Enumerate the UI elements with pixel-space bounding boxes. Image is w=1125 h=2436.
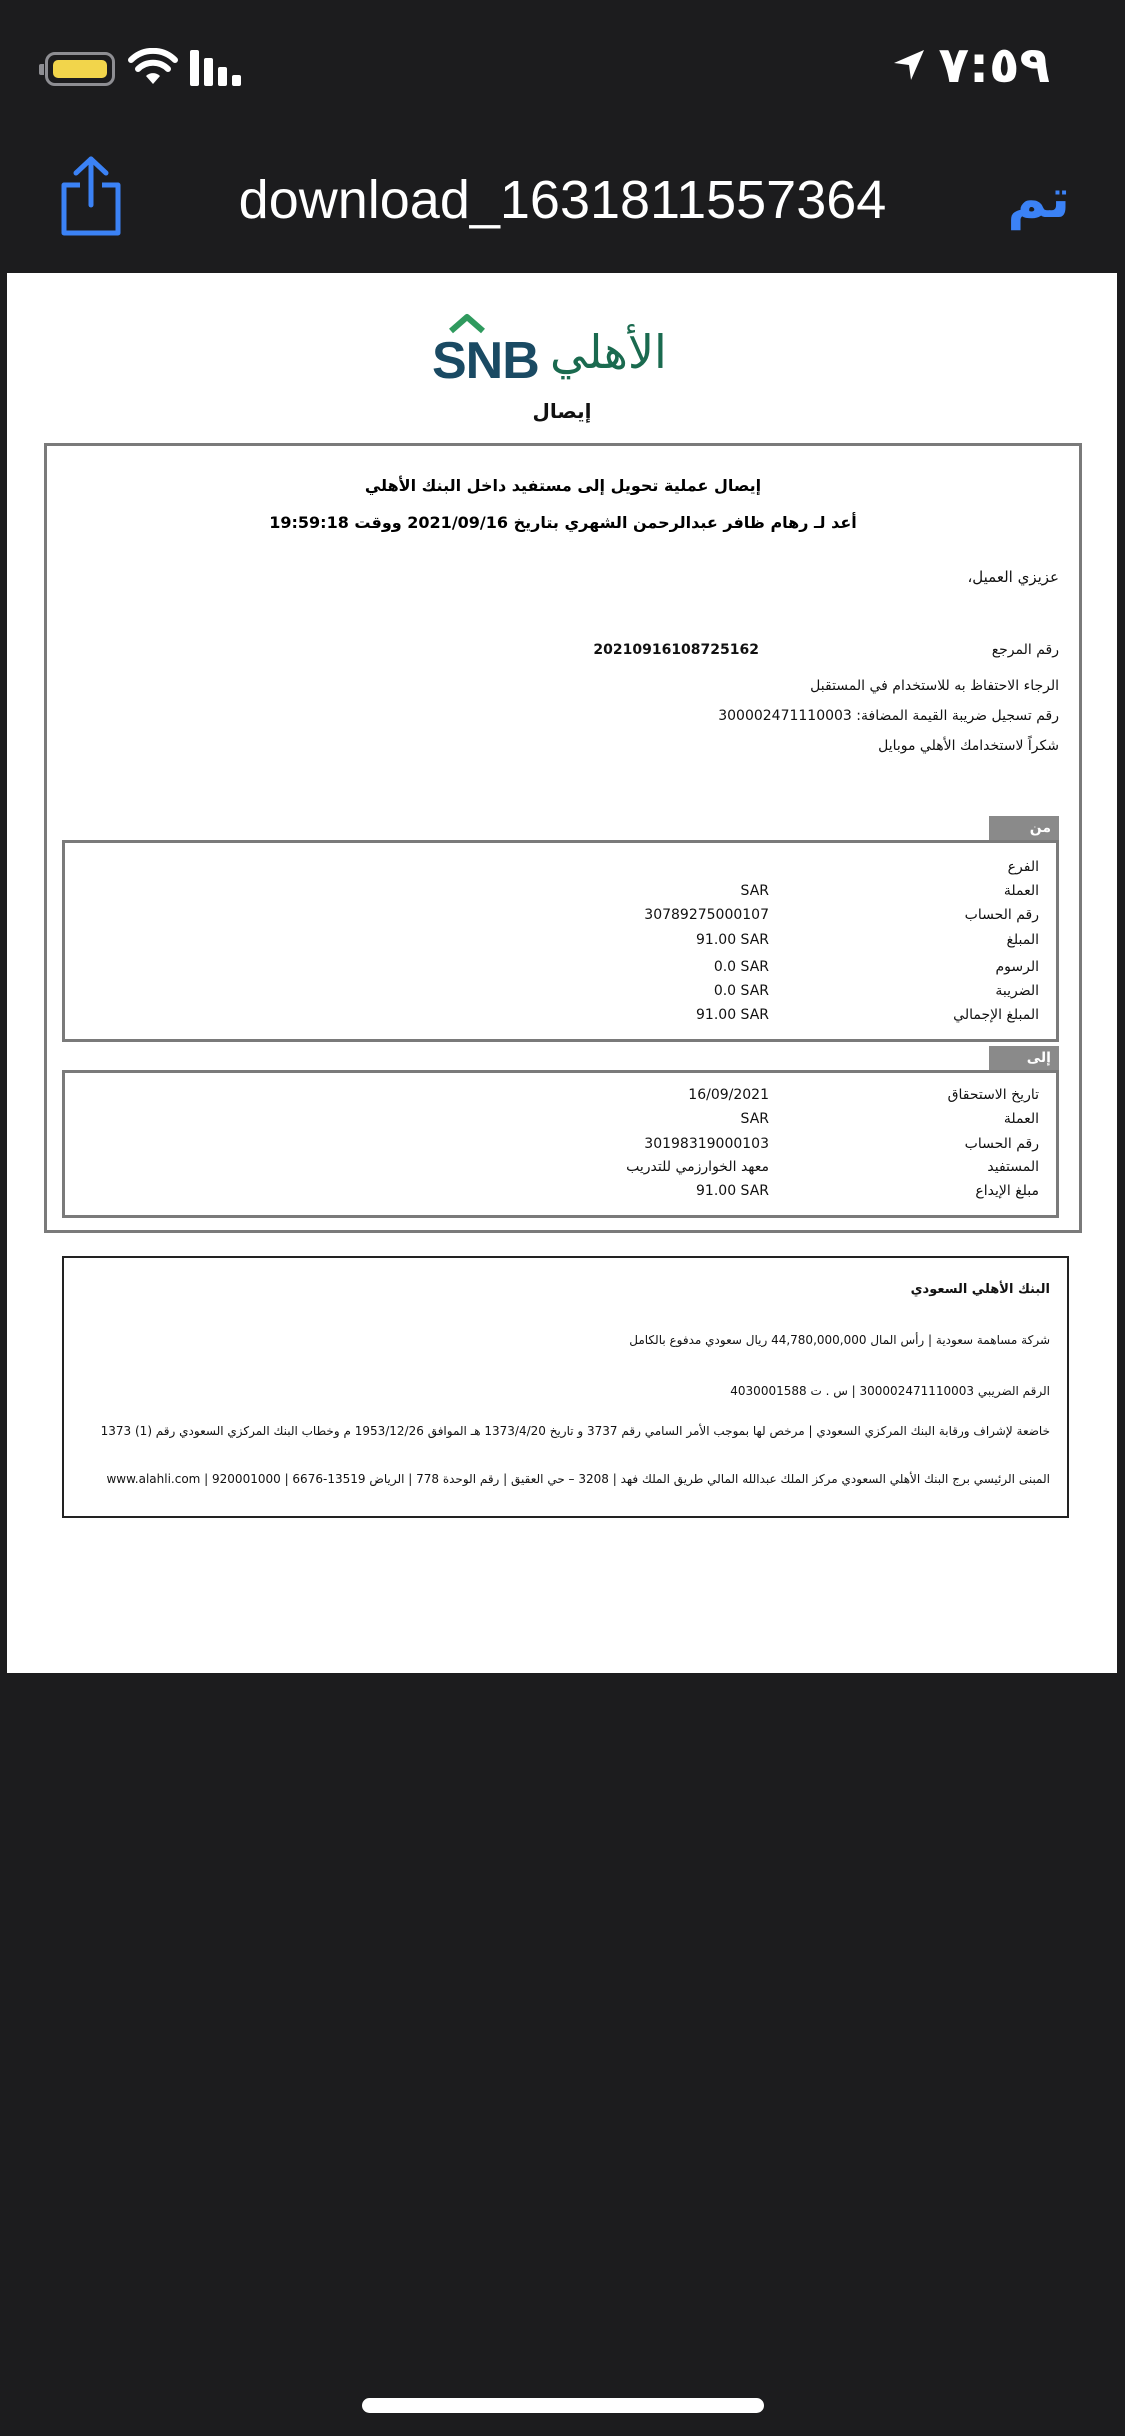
- from-row-label: الضريبة: [995, 983, 1039, 999]
- receipt-prepared-for: أعد لـ رهام ظافر عبدالرحمن الشهري بتاريخ 2021/09/16 ووقت 19:59:18: [269, 513, 857, 532]
- receipt-main-box: [44, 443, 1082, 1233]
- nav-title: download_1631811557364: [238, 170, 887, 230]
- to-row-label: رقم الحساب: [964, 1136, 1039, 1152]
- document-title: إيصال: [532, 399, 592, 423]
- thanks-note: شكراً لاستخدامك الأهلي موبايل: [878, 738, 1059, 754]
- from-box: [62, 840, 1059, 1042]
- wifi-icon: [128, 48, 178, 86]
- from-row-value: 0.0 SAR: [713, 983, 769, 999]
- to-row-value: معهد الخوارزمي للتدريب: [626, 1159, 769, 1175]
- from-row-label: العملة: [1003, 883, 1039, 899]
- clock: [892, 36, 1050, 94]
- keep-note: الرجاء الاحتفاظ به للاستخدام في المستقبل: [810, 678, 1059, 694]
- logo-latin: SNB: [432, 332, 539, 390]
- location-arrow-icon: [892, 48, 926, 82]
- to-row-value: 16/09/2021: [688, 1087, 769, 1103]
- from-row-label: المبلغ الإجمالي: [953, 1007, 1039, 1023]
- logo-arabic: الأهلي: [550, 325, 667, 379]
- bank-address: المبنى الرئيسي برج البنك الأهلي السعودي مركز الملك عبدالله المالي طريق الملك فهد | 3208 – حي العقيق | رقم الوحدة 778 | الرياض 13519-6676 | 920001000 | www.alahli.com: [106, 1472, 1050, 1486]
- from-row-value: 91.00 SAR: [696, 932, 769, 948]
- time-text: ٧:٥٩: [938, 36, 1050, 94]
- from-row-value: 91.00 SAR: [696, 1007, 769, 1023]
- to-row-value: SAR: [740, 1111, 769, 1127]
- battery-icon: [45, 52, 115, 86]
- to-row-value: 30198319000103: [644, 1136, 769, 1152]
- from-row-label: رقم الحساب: [964, 907, 1039, 923]
- to-row-label: العملة: [1003, 1111, 1039, 1127]
- to-tag: إلى: [989, 1046, 1059, 1070]
- to-box: [62, 1070, 1059, 1218]
- to-row-label: مبلغ الإيداع: [975, 1183, 1039, 1199]
- receipt-heading: إيصال عملية تحويل إلى مستفيد داخل البنك الأهلي: [364, 476, 762, 495]
- bank-name: البنك الأهلي السعودي: [910, 1282, 1050, 1297]
- to-row-value: 91.00 SAR: [696, 1183, 769, 1199]
- greeting: عزيزي العميل،: [967, 568, 1059, 586]
- vat-number: رقم تسجيل ضريبة القيمة المضافة: 300002471110003: [718, 708, 1059, 724]
- signal-icon: [190, 50, 244, 86]
- reference-label: رقم المرجع: [991, 642, 1059, 658]
- nav-bar: [0, 135, 1125, 265]
- home-indicator[interactable]: [362, 2398, 764, 2413]
- from-tag: من: [989, 816, 1059, 840]
- from-row-label: الرسوم: [995, 959, 1039, 975]
- from-row-label: المبلغ: [1006, 932, 1039, 948]
- receipt-document: [7, 273, 1117, 1673]
- to-row-label: تاريخ الاستحقاق: [947, 1087, 1039, 1103]
- done-button[interactable]: تم: [1007, 167, 1070, 230]
- bank-tax-number: الرقم الضريبي 300002471110003 | س . ت 4030001588: [730, 1384, 1050, 1398]
- reference-value: 20210916108725162: [593, 642, 759, 658]
- from-row-value: SAR: [740, 883, 769, 899]
- status-bar: [0, 0, 1125, 135]
- bank-license: خاضعة لإشراف ورقابة البنك المركزي السعودي | مرخص لها بموجب الأمر السامي رقم 3737 و تاريخ 1373/4/20 هـ الموافق 1953/12/26 م وخطاب البنك المركزي السعودي رقم (1) 1373: [100, 1424, 1050, 1438]
- from-row-label: الفرع: [1007, 859, 1039, 875]
- from-row-value: 0.0 SAR: [713, 959, 769, 975]
- bank-info-footer: [62, 1256, 1069, 1518]
- snb-logo: [432, 321, 692, 391]
- bank-capital: شركة مساهمة سعودية | رأس المال 44,780,000,000 ريال سعودي مدفوع بالكامل: [629, 1333, 1050, 1347]
- to-row-label: المستفيد: [987, 1159, 1039, 1175]
- from-row-value: 30789275000107: [644, 907, 769, 923]
